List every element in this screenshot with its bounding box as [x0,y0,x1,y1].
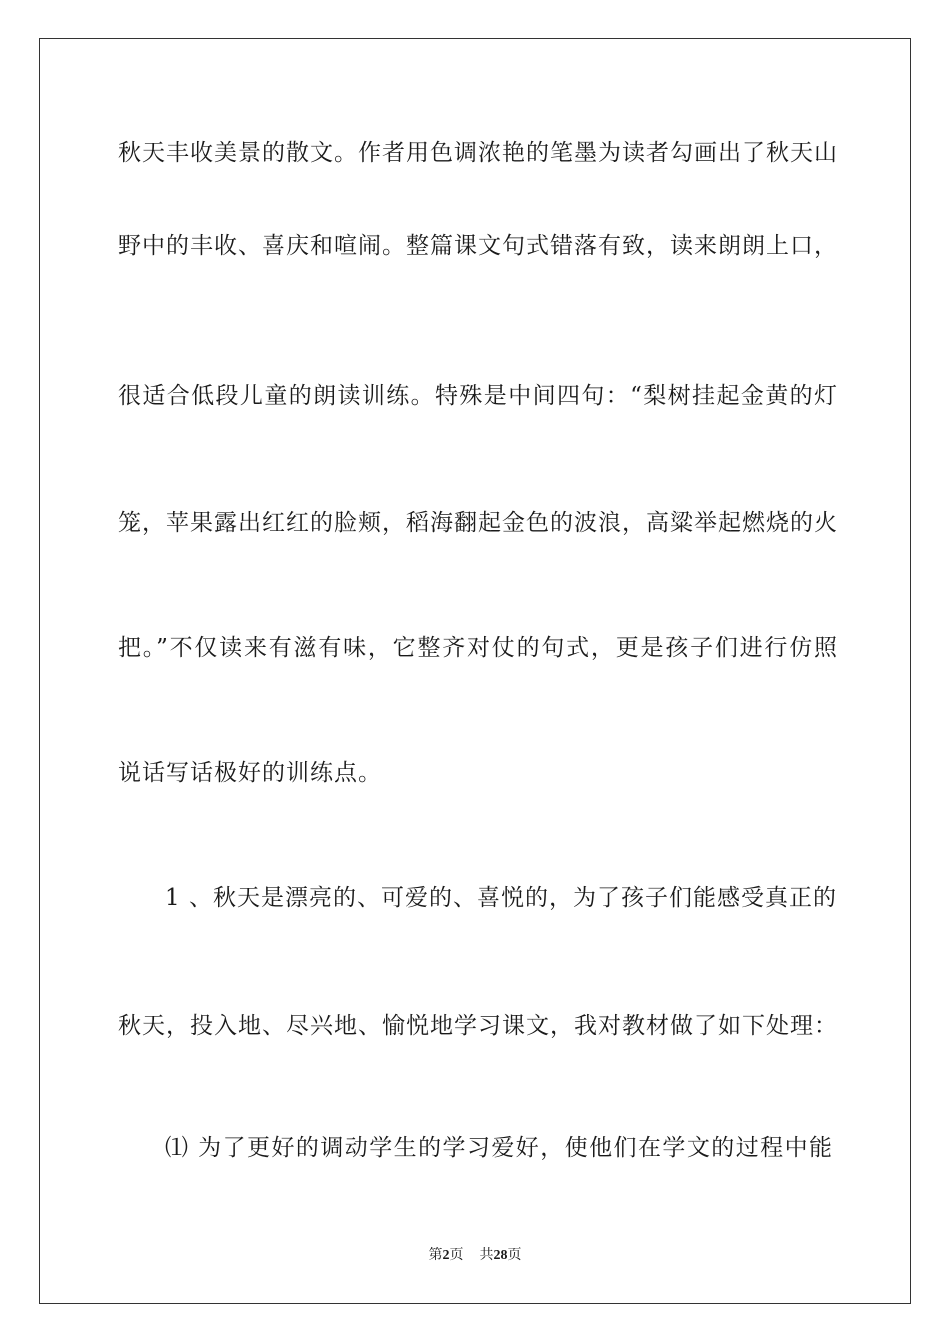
footer-page-number: 2 [442,1248,450,1263]
text-line-2: 野中的丰收、喜庆和喧闹。整篇课文句式错落有致，读来朗朗上口， [118,233,838,259]
text-line-3: 很适合低段儿童的朗读训练。特殊是中间四句：“梨树挂起金黄的灯 [118,383,838,409]
text-line-9: ⑴ 为了更好的调动学生的学习爱好，使他们在学文的过程中能 [165,1135,833,1161]
text-line-1: 秋天丰收美景的散文。作者用色调浓艳的笔墨为读者勾画出了秋天山 [118,140,838,166]
text-line-5: 把。”不仅读来有滋有味，它整齐对仗的句式，更是孩子们进行仿照 [118,635,838,661]
footer-page-suffix: 页 [449,1247,464,1263]
text-line-4: 笼，苹果露出红红的脸颊，稻海翻起金色的波浪，高粱举起燃烧的火 [118,510,838,536]
text-line-7: 1 、秋天是漂亮的、可爱的、喜悦的，为了孩子们能感受真正的 [165,885,837,911]
page-footer [0,1246,950,1265]
page-border [39,38,911,1304]
text-line-8: 秋天，投入地、尽兴地、愉悦地学习课文，我对教材做了如下处理： [118,1013,838,1039]
text-line-6: 说话写话极好的训练点。 [118,760,382,786]
footer-total-prefix: 共 [479,1247,494,1263]
footer-page-prefix: 第 [428,1247,443,1263]
footer-total-suffix: 页 [507,1247,522,1263]
footer-total-pages: 28 [493,1248,508,1263]
